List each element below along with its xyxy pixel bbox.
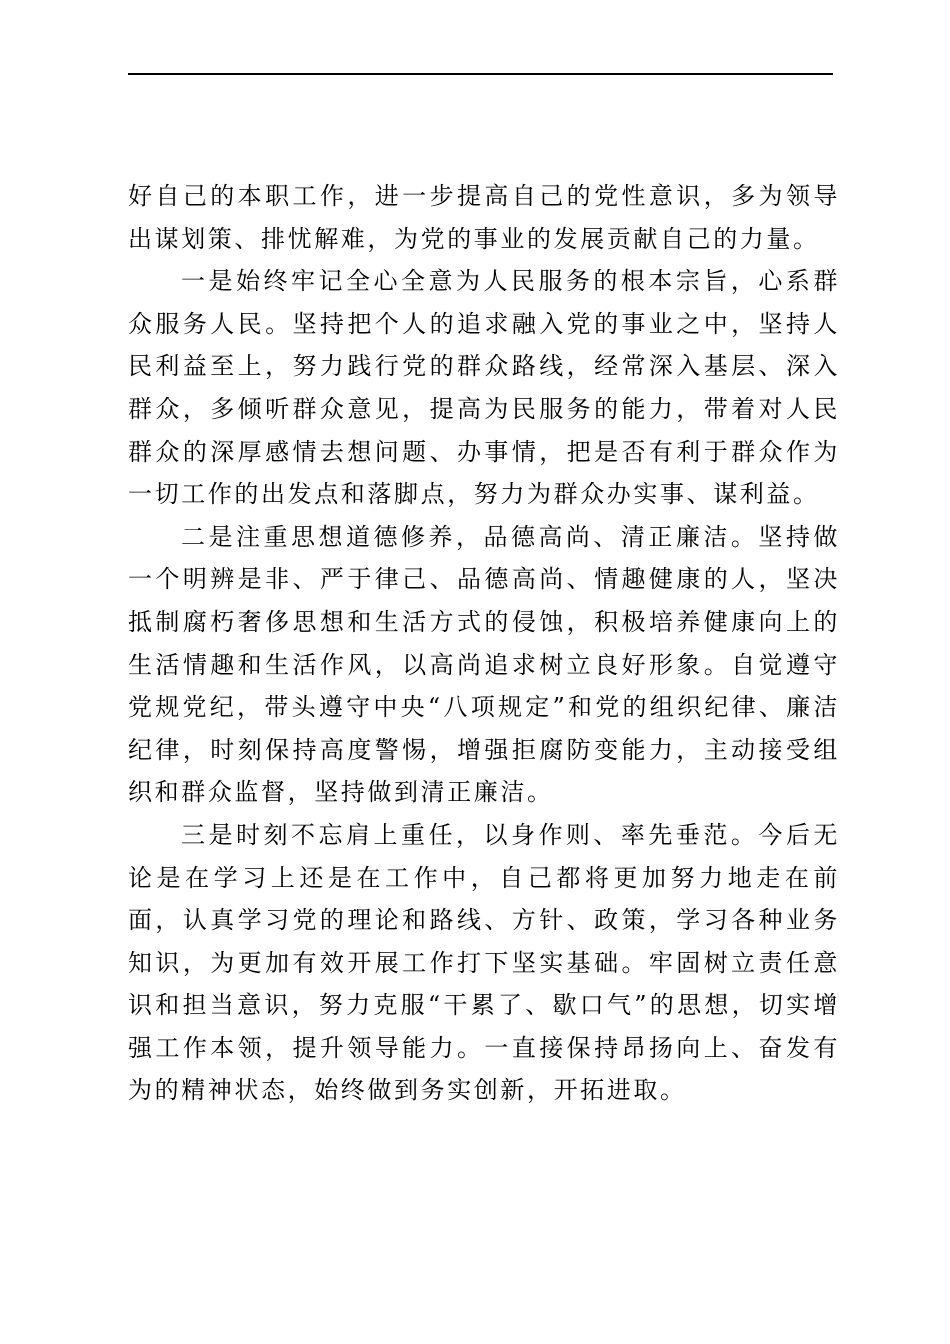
paragraph-point-one: 一是始终牢记全心全意为人民服务的根本宗旨，心系群众服务人民。坚持把个人的追求融入党的事业之中，坚持人民利益至上，努力践行党的群众路线，经常深入基层、深入群众，多倾听群众意见，提高为民服务的能力，带着对人民群众的深厚感情去想问题、办事情，把是否有利于群众作为一切工作的出发点和落脚点，努力为群众办实事、谋利益。 <box>128 267 840 509</box>
paragraph-point-two: 二是注重思想道德修养，品德高尚、清正廉洁。坚持做一个明辨是非、严于律己、品德高尚、情趣健康的人，坚决抵制腐朽奢侈思想和生活方式的侵蚀，积极培养健康向上的生活情趣和生活作风，以高尚追求树立良好形象。自觉遵守党规党纪，带头遵守中央“八项规定”和党的组织纪律、廉洁纪律，时刻保持高度警惕，增强拒腐防变能力，主动接受组织和群众监督，坚持做到清正廉洁。 <box>128 522 840 807</box>
paragraph-continuation: 好自己的本职工作，进一步提高自己的党性意识，多为领导出谋划策、排忧解难，为党的事业的发展贡献自己的力量。 <box>128 182 840 253</box>
paragraph-point-three: 三是时刻不忘肩上重任，以身作则、率先垂范。今后无论是在学习上还是在工作中，自己都将更加努力地走在前面，认真学习党的理论和路线、方针、政策，学习各种业务知识，为更加有效开展工作打下坚实基础。牢固树立责任意识和担当意识，努力克服“干累了、歇口气”的思想，切实增强工作本领，提升领导能力。一直接保持昂扬向上、奋发有为的精神状态，始终做到务实创新，开拓进取。 <box>128 820 840 1105</box>
header-rule <box>128 73 833 75</box>
document-body <box>128 175 840 1112</box>
